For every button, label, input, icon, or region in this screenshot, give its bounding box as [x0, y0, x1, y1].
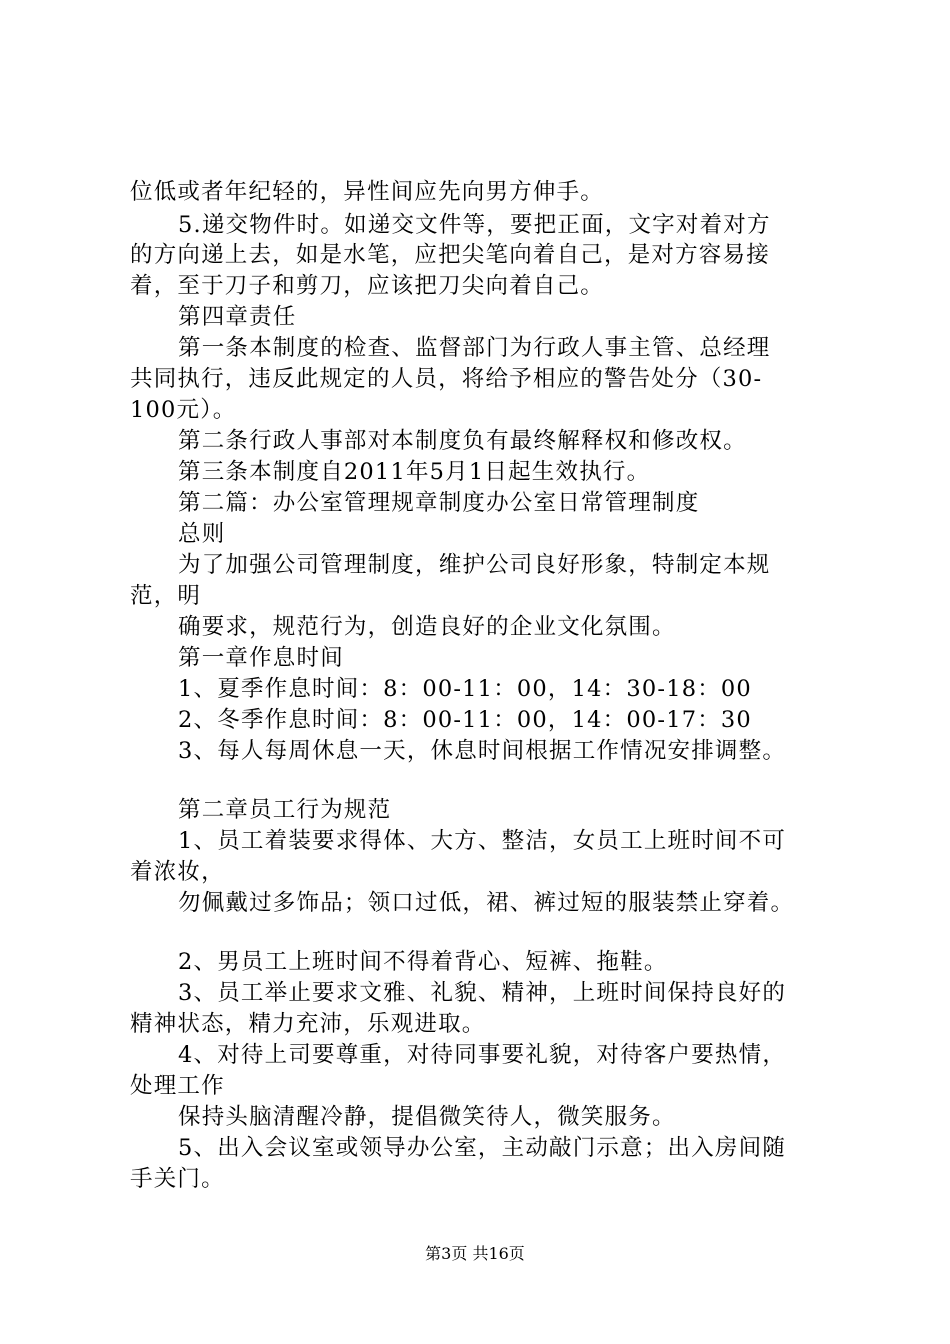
text-line-31: 手关门。	[130, 1166, 225, 1192]
text-line-8: 100元）。	[130, 397, 237, 423]
text-line-18: 2、冬季作息时间：8：00-11：00，14：00-17：30	[178, 707, 752, 733]
text-line-13: 为了加强公司管理制度，维护公司良好形象，特制定本规	[178, 552, 771, 578]
chapter-heading: 第四章责任	[178, 304, 297, 330]
text-line-19: 3、每人每周休息一天，休息时间根据工作情况安排调整。	[178, 738, 787, 764]
text-line-3: 的方向递上去，如是水笔，应把尖笔向着自己，是对方容易接	[130, 242, 770, 268]
text-line-15: 确要求，规范行为，创造良好的企业文化氛围。	[178, 614, 676, 640]
text-line-2: 5.递交物件时。如递交文件等，要把正面，文字对着对方	[178, 212, 771, 238]
text-line-14: 范，明	[130, 583, 202, 609]
text-line-24: 2、男员工上班时间不得着背心、短裤、拖鞋。	[178, 949, 668, 975]
text-line-7: 共同执行，违反此规定的人员，将给予相应的警告处分（30-	[130, 366, 763, 392]
text-line-30: 5、出入会议室或领导办公室，主动敲门示意；出入房间随	[178, 1135, 787, 1161]
text-line-28: 处理工作	[130, 1073, 225, 1099]
text-line-21: 1、员工着装要求得体、大方、整洁，女员工上班时间不可	[178, 828, 787, 854]
text-line-6: 第一条本制度的检查、监督部门为行政人事主管、总经理	[178, 335, 771, 361]
chapter-heading: 第一章作息时间	[178, 645, 344, 671]
chapter-heading: 第二章员工行为规范	[178, 797, 392, 823]
text-line-1: 位低或者年纪轻的，异性间应先向男方伸手。	[130, 179, 605, 205]
text-line-4: 着，至于刀子和剪刀，应该把刀尖向着自己。	[130, 273, 605, 299]
text-line-26: 精神状态，精力充沛，乐观进取。	[130, 1011, 486, 1037]
general-heading: 总则	[178, 521, 226, 547]
text-line-17: 1、夏季作息时间：8：00-11：00，14：30-18：00	[178, 676, 752, 702]
text-line-25: 3、员工举止要求文雅、礼貌、精神，上班时间保持良好的	[178, 980, 787, 1006]
text-line-9: 第二条行政人事部对本制度负有最终解释权和修改权。	[178, 428, 747, 454]
text-line-22: 着浓妆，	[130, 859, 225, 885]
text-line-10: 第三条本制度自2011年5月1日起生效执行。	[178, 459, 651, 485]
text-line-27: 4、对待上司要尊重，对待同事要礼貌，对待客户要热情，	[178, 1042, 787, 1068]
text-line-23: 勿佩戴过多饰品；领口过低，裙、裤过短的服装禁止穿着。	[178, 890, 795, 916]
page-number: 第3页 共16页	[425, 1244, 525, 1263]
text-line-29: 保持头脑清醒冷静，提倡微笑待人，微笑服务。	[178, 1104, 676, 1130]
section-heading: 第二篇：办公室管理规章制度办公室日常管理制度	[178, 490, 700, 516]
